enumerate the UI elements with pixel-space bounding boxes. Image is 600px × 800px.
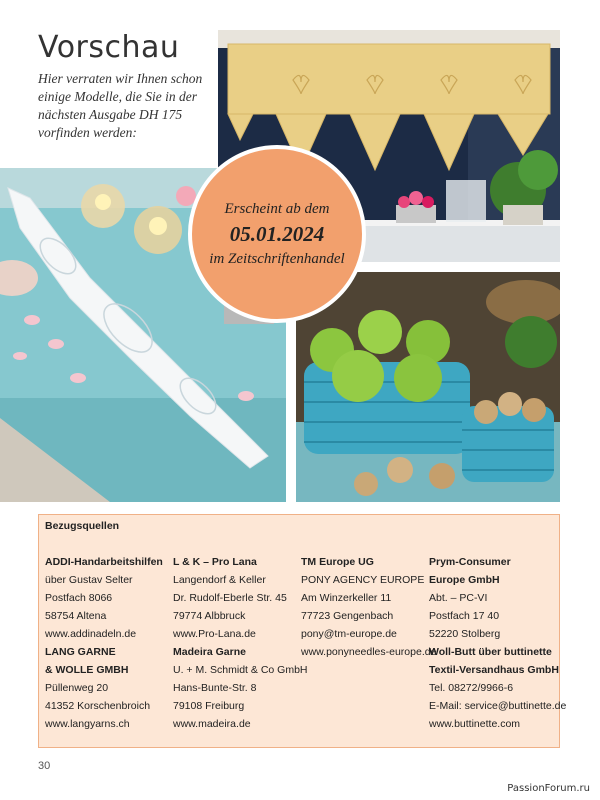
supplier-address-line: 58754 Altena [45,610,107,622]
supplier-contact-link[interactable]: www.ponyneedles-europe.de [301,646,437,658]
supplier-address-line: Postfach 8066 [45,592,113,604]
supplier-address-line: 52220 Stolberg [429,628,501,640]
supplier-address-line: Hans-Bunte-Str. 8 [173,682,257,694]
watermark: PassionForum.ru [507,783,590,794]
badge-line-3: im Zeitschriftenhandel [209,250,345,267]
supplier-address-line: Am Winzerkeller 11 [301,592,392,604]
supplier-address-line: PONY AGENCY EUROPE [301,574,425,586]
supplier-address-line: Postfach 17 40 [429,610,500,622]
sources-column [173,553,308,733]
supplier-address-line: 79108 Freiburg [173,700,245,712]
supplier-name: Woll-Butt über buttinette [429,646,552,658]
release-date-badge [188,145,366,323]
supplier-contact-link[interactable]: www.addinadeln.de [45,628,137,640]
supplier-name: ADDI-Handarbeitshilfen [45,556,163,568]
supplier-contact-link[interactable]: www.Pro-Lana.de [173,628,256,640]
supplier-name: Madeira Garne [173,646,246,658]
supplier-contact-link[interactable]: www.buttinette.com [429,718,521,730]
sources-column [301,553,437,661]
sources-title: Bezugsquellen [45,520,120,532]
supplier-address-line: 41352 Korschenbroich [45,700,151,712]
supplier-address-line: 77723 Gengenbach [301,610,394,622]
supplier-name: Prym-Consumer [429,556,511,568]
sources-column [429,553,567,733]
supplier-address-line: Abt. – PC-VI [429,592,488,604]
supplier-contact-link[interactable]: pony@tm-europe.de [301,628,397,640]
supplier-address-line: über Gustav Selter [45,574,133,586]
badge-date: 05.01.2024 [229,221,325,246]
supplier-contact-link[interactable]: www.madeira.de [173,718,251,730]
supplier-name: & WOLLE GMBH [45,664,129,676]
page-number: 30 [38,760,51,772]
sources-box [38,514,567,748]
supplier-address-line: Dr. Rudolf-Eberle Str. 45 [173,592,287,604]
supplier-address-line: U. + M. Schmidt & Co GmbH [173,664,308,676]
supplier-contact-link[interactable]: E-Mail: service@buttinette.de [429,700,567,712]
supplier-address-line: Langendorf & Keller [173,574,266,586]
supplier-address-line: 79774 Albbruck [173,610,246,622]
supplier-address-line: Püllenweg 20 [45,682,109,694]
supplier-name: LANG GARNE [45,646,116,658]
photo-crochet-baskets [296,272,560,502]
intro-text: Hier verraten wir Ihnen schon einige Modelle, die Sie in der nächsten Ausgabe DH 175 vorfinden werden: [38,71,203,140]
page-title: Vorschau [38,30,180,65]
supplier-name: Textil-Versandhaus GmbH [429,664,559,676]
supplier-name: Europe GmbH [429,574,500,586]
badge-line-1: Erscheint ab dem [224,200,330,217]
supplier-contact-link[interactable]: www.langyarns.ch [45,718,130,730]
supplier-name: L & K – Pro Lana [173,556,257,568]
supplier-name: TM Europe UG [301,556,374,568]
sources-column [45,553,170,733]
supplier-address-line: Tel. 08272/9966-6 [429,682,514,694]
